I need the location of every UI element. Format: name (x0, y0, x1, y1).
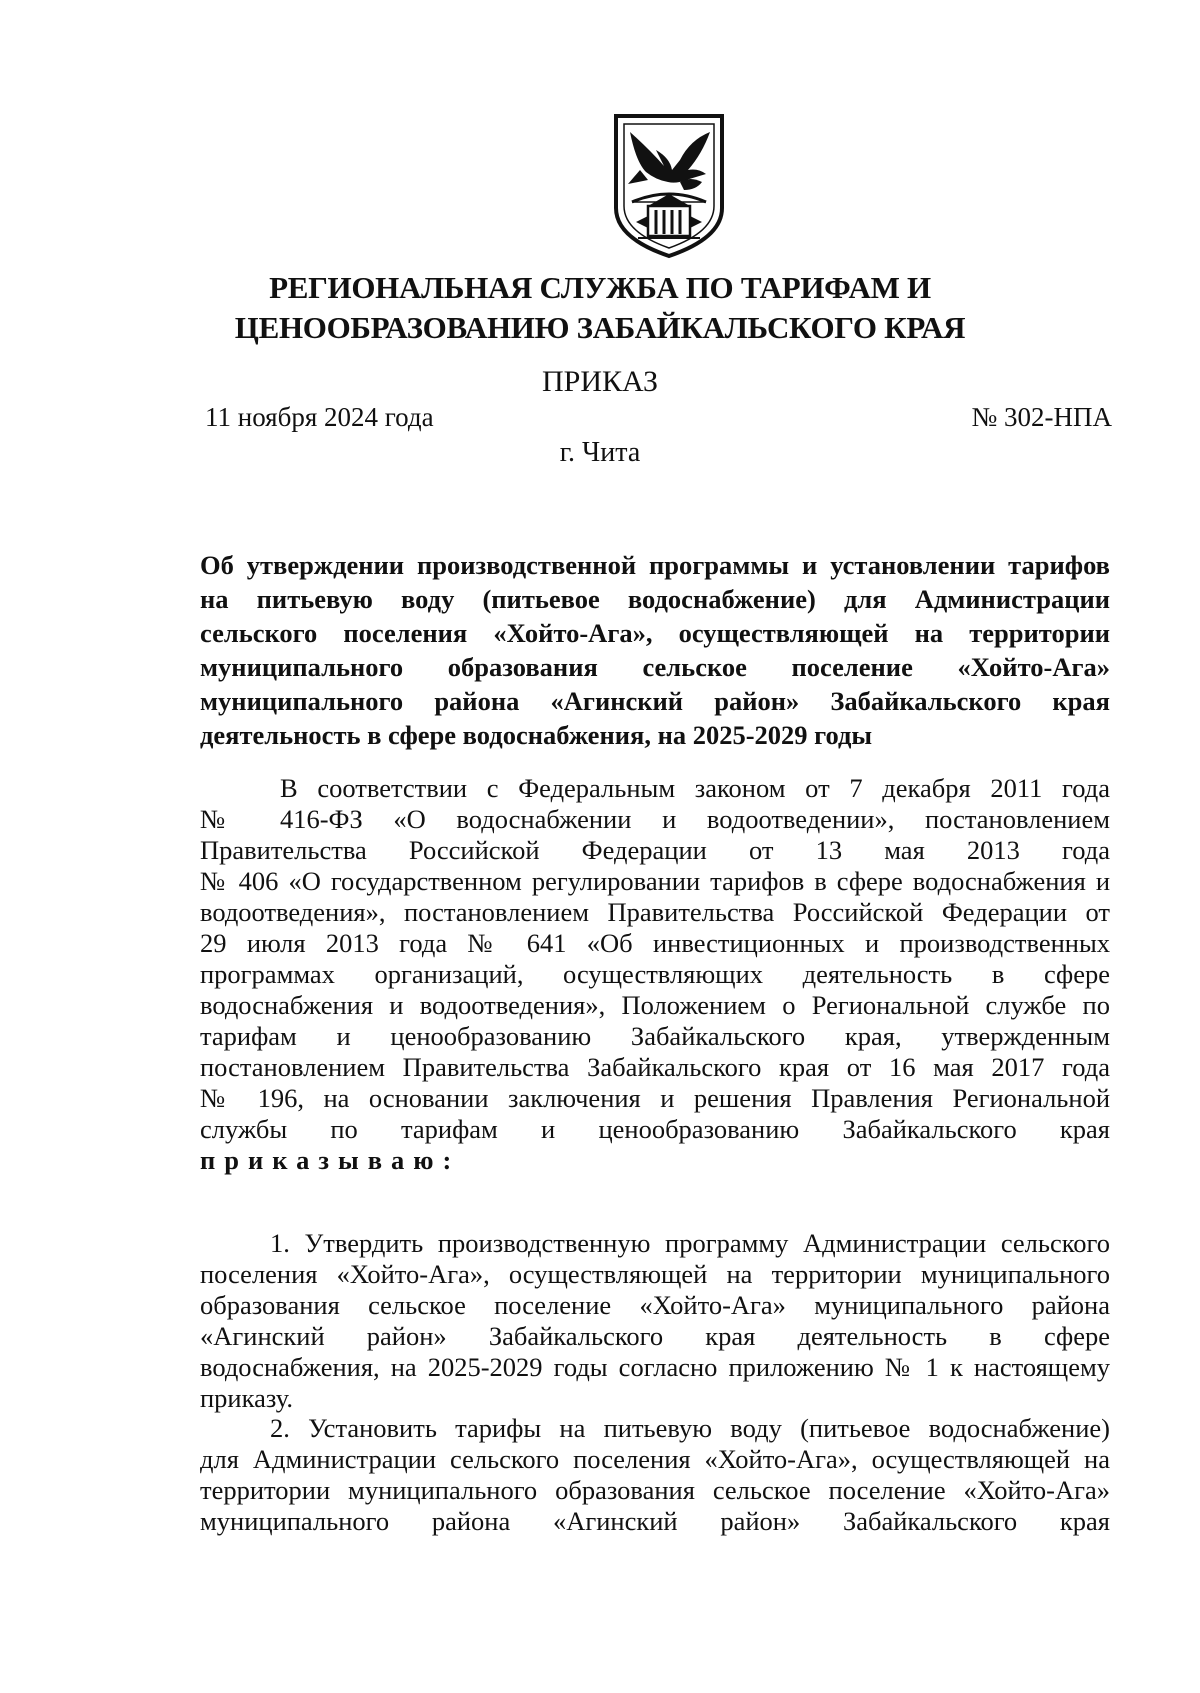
subject-line: муниципального образования сельское поселение «Хойто-Ага» (200, 652, 1110, 682)
preamble-line: № 416-ФЗ «О водоснабжении и водоотведении», постановлением (200, 804, 1110, 834)
preamble-line: 29 июля 2013 года № 641 «Об инвестиционных и производственных (200, 928, 1110, 958)
order-item-1-line: приказу. (200, 1383, 293, 1413)
preamble-line: постановлением Правительства Забайкальского края от 16 мая 2017 года (200, 1052, 1110, 1082)
subject-line: сельского поселения «Хойто-Ага», осуществляющей на территории (200, 618, 1110, 648)
preamble-line: В соответствии с Федеральным законом от 7 декабря 2011 года (280, 773, 1110, 803)
order-item-2 (200, 1413, 1110, 1537)
order-word: приказываю: (200, 1145, 461, 1175)
order-item-1 (200, 1228, 1110, 1414)
preamble-line: Правительства Российской Федерации от 13 мая 2013 года (200, 835, 1110, 865)
preamble-line: службы по тарифам и ценообразованию Забайкальского края (200, 1114, 1110, 1144)
document-subject (200, 548, 1110, 752)
preamble-line: водоснабжения и водоотведения», Положением о Региональной службе по (200, 990, 1110, 1020)
subject-line: Об утверждении производственной программы и установлении тарифов (200, 550, 1110, 580)
order-item-2-line: территории муниципального образования сельское поселение «Хойто-Ага» (200, 1475, 1110, 1505)
preamble-line: № 406 «О государственном регулировании тарифов в сфере водоснабжения и (200, 866, 1110, 896)
subject-line: на питьевую воду (питьевое водоснабжение) для Администрации (200, 584, 1110, 614)
preamble-line: тарифам и ценообразованию Забайкальского края, утвержденным (200, 1021, 1110, 1051)
subject-line: муниципального района «Агинский район» Забайкальского края (200, 686, 1110, 716)
order-item-2-line: для Администрации сельского поселения «Хойто-Ага», осуществляющей на (200, 1444, 1110, 1474)
preamble-line: водоотведения», постановлением Правительства Российской Федерации от (200, 897, 1110, 927)
document-city: г. Чита (559, 437, 641, 468)
order-item-1-line: «Агинский район» Забайкальского края деятельность в сфере (200, 1321, 1110, 1351)
document-number: № 302-НПА (971, 402, 1112, 432)
order-item-1-line: образования сельское поселение «Хойто-Ага» муниципального района (200, 1290, 1110, 1320)
order-item-2-line: 2. Установить тарифы на питьевую воду (питьевое водоснабжение) (270, 1413, 1110, 1443)
order-item-1-line: 1. Утвердить производственную программу Администрации сельского (270, 1228, 1110, 1258)
preamble-line: программах организаций, осуществляющих деятельность в сфере (200, 959, 1110, 989)
organization-title (200, 268, 1000, 348)
document-date: 11 ноября 2024 года (205, 402, 434, 432)
coat-of-arms-emblem (610, 110, 728, 260)
organization-title-line-1: РЕГИОНАЛЬНАЯ СЛУЖБА ПО ТАРИФАМ И (269, 270, 931, 305)
document-type: ПРИКАЗ (542, 365, 658, 398)
organization-title-line-2: ЦЕНООБРАЗОВАНИЮ ЗАБАЙКАЛЬСКОГО КРАЯ (234, 310, 966, 345)
order-item-1-line: поселения «Хойто-Ага», осуществляющей на территории муниципального (200, 1259, 1110, 1289)
order-item-2-line: муниципального района «Агинский район» Забайкальского края (200, 1506, 1110, 1536)
preamble-paragraph (200, 773, 1110, 1176)
preamble-line: № 196, на основании заключения и решения Правления Региональной (200, 1083, 1110, 1113)
subject-line: деятельность в сфере водоснабжения, на 2025-2029 годы (200, 720, 873, 750)
order-item-1-line: водоснабжения, на 2025-2029 годы согласно приложению № 1 к настоящему (200, 1352, 1110, 1382)
